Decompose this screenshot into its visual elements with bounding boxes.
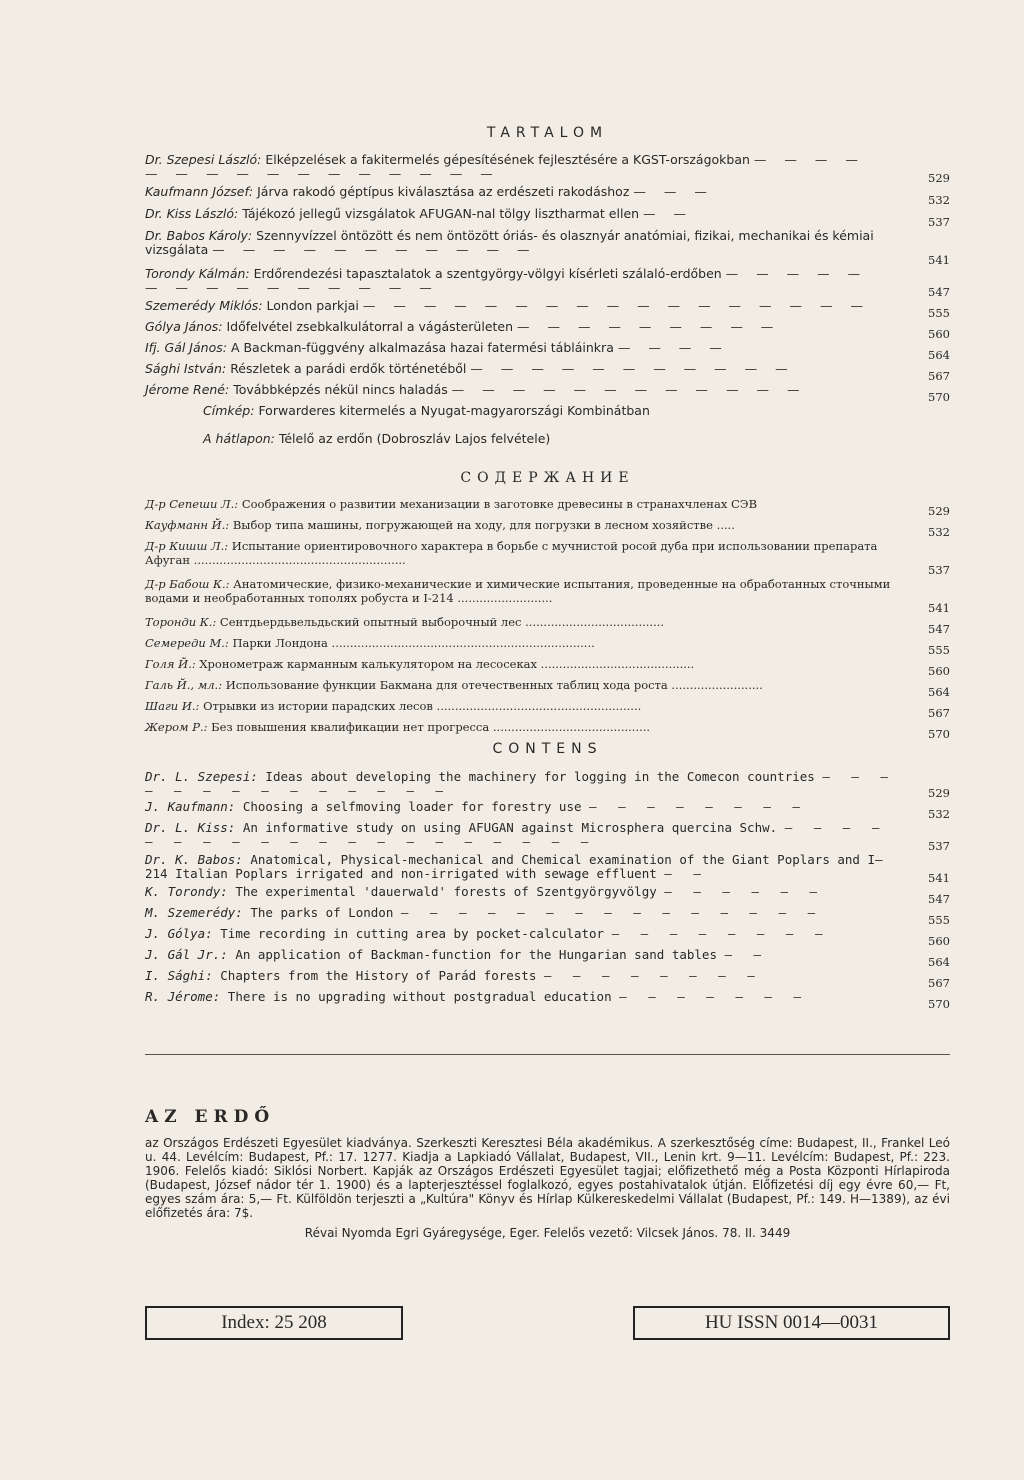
- list-item: Dr. K. Babos: Anatomical, Physical-mechanical and Chemical examination of the Giant Poplars and I—214 Italian Poplars irrigated and non-irrigated with sewage effluent — — 541: [145, 852, 950, 885]
- list-item: Семереди М.: Парки Лондона ........................................................................ 555: [145, 636, 950, 657]
- cover-note: Címkép: Forwarderes kitermelés a Nyugat-magyarországi Kombinátban: [203, 403, 650, 418]
- list-item: I. Sághi: Chapters from the History of Parád forests — — — — — — — — 567: [145, 968, 950, 990]
- list-item: J. Kaufmann: Choosing a selfmoving loader for forestry use — — — — — — — — 532: [145, 799, 950, 821]
- imprint-text: az Országos Erdészeti Egyesület kiadványa. Szerkeszti Keresztesi Béla akadémikus. A szerkesztőség címe: Budapest, II., Frankel Leó u. 44. Levélcím: Budapest, Pf.: 17. 1277. Kiadja a Lapkiadó Vállalat, Budapest, VII., Lenin krt. 9—11. Levélcím: Budapest, Pf.: 223. 1906. Felelős kiadó: Siklósi Norbert. Kapják az Országos Erdészeti Egyesület tagjai; előfizethető még a Posta Központi Hírlapiroda (Budapest, József nádor tér 1. 1900) és a lapterjesztéssel foglalkozó, egyes postahivatalok útján. Előfizetési díj egy évre 60,— Ft, egyes szám ára: 5,— Ft. Külföldön terjeszti a „Kultúra" Könyv és Hírlap Külkereskedelmi Vállalat (Budapest, Pf.: 149. H—1389), az évi előfizetés ára: 7$.: [145, 1136, 950, 1220]
- list-item: Dr. L. Kiss: An informative study on using AFUGAN against Microsphera quercina Schw. — — — — — — — — — — — — — — — — — — — — 537: [145, 820, 950, 853]
- index-box: Index: 25 208: [145, 1306, 403, 1340]
- issn-box: HU ISSN 0014—0031: [633, 1306, 950, 1340]
- list-item: Kaufmann József: Járva rakodó géptípus kiválasztása az erdészeti rakodáshoz — — — 532: [145, 184, 950, 207]
- printer-line: Révai Nyomda Egri Gyáregysége, Eger. Felelős vezető: Vilcsek János. 78. II. 3449: [304, 1226, 791, 1240]
- magazine-title: AZ ERDŐ: [145, 1107, 276, 1127]
- toc-russian: [145, 497, 950, 741]
- list-item: Gólya János: Időfelvétel zsebkalkulátorral a vágásterületen — — — — — — — — — 560: [145, 319, 950, 341]
- list-item: M. Szemerédy: The parks of London — — — — — — — — — — — — — — — 555: [145, 905, 950, 927]
- list-item: Галь Й., мл.: Использование функции Бакмана для отечественных таблиц хода роста ......................... 564: [145, 678, 950, 699]
- list-item: Szemerédy Miklós: London parkjai — — — — — — — — — — — — — — — — — 555: [145, 298, 950, 320]
- list-item: Jérome René: Továbbképzés nékül nincs haladás — — — — — — — — — — — — 570: [145, 382, 950, 404]
- heading-hungarian: TARTALOM: [486, 125, 609, 141]
- list-item: Dr. Kiss László: Tájékozó jellegű vizsgálatok AFUGAN-nal tölgy lisztharmat ellen — — 537: [145, 206, 950, 229]
- divider: [145, 1054, 950, 1055]
- list-item: Dr. L. Szepesi: Ideas about developing the machinery for logging in the Comecon countries — — — — — — — — — — — — — — 529: [145, 769, 950, 800]
- list-item: Dr. Szepesi László: Elképzelések a fakitermelés gépesítésének fejlesztésére a KGST-országokban — — — — — — — — — — — — — — — — 529: [145, 152, 950, 185]
- list-item: Жером Р.: Без повышения квалификации нет прогресса ........................................... 570: [145, 720, 950, 741]
- list-item: K. Torondy: The experimental 'dauerwald' forests of Szentgyörgyvölgy — — — — — — 547: [145, 884, 950, 906]
- heading-russian: СОДЕРЖАНИЕ: [460, 470, 635, 486]
- list-item: Торонди К.: Сентдьердьвельдьский опытный выборочный лес ...................................... 547: [145, 615, 950, 636]
- list-item: Шаги И.: Отрывки из истории парадских лесов ........................................................ 567: [145, 699, 950, 720]
- imprint: [145, 1107, 950, 1240]
- list-item: Д-р Бабош К.: Анатомические, физико-механические и химические испытания, проведенные на обработанных сточными водами и необработанных тополях робуста и I-214 .......................... 541: [145, 577, 950, 615]
- list-item: Голя Й.: Хронометраж карманным калькулятором на лесосеках .......................................... 560: [145, 657, 950, 678]
- back-note: A hátlapon: Télelő az erdőn (Dobroszláv Lajos felvétele): [203, 431, 551, 446]
- list-item: Dr. Babos Károly: Szennyvízzel öntözött és nem öntözött óriás- és olasznyár anatómiai, fizikai, mechanikai és kémiai vizsgálata — — — — — — — — — — — 541: [145, 228, 950, 267]
- list-item: J. Gál Jr.: An application of Backman-function for the Hungarian sand tables — — 564: [145, 947, 950, 969]
- list-item: Ifj. Gál János: A Backman-függvény alkalmazása hazai fatermési tábláinkra — — — — 564: [145, 340, 950, 362]
- list-item: Sághi István: Részletek a parádi erdők történetéből — — — — — — — — — — — 567: [145, 361, 950, 383]
- list-item: Д-р Сепеши Л.: Соображения о развитии механизации в заготовке древесины в странахчленах СЭВ 529: [145, 497, 950, 518]
- toc-hungarian: [145, 153, 950, 404]
- list-item: Torondy Kálmán: Erdőrendezési tapasztalatok a szentgyörgy-völgyi kísérleti szálaló-erdőben — — — — — — — — — — — — — — — 547: [145, 266, 950, 299]
- list-item: J. Gólya: Time recording in cutting area by pocket-calculator — — — — — — — — 560: [145, 926, 950, 948]
- toc-english: [145, 770, 950, 1011]
- heading-english: CONTENS: [492, 741, 603, 757]
- list-item: Д-р Кишш Л.: Испытание ориентировочного характера в борьбе с мучнистой росой дуба при использовании препарата Афуган .......................................................... 537: [145, 539, 950, 577]
- list-item: R. Jérome: There is no upgrading without postgradual education — — — — — — — 570: [145, 989, 950, 1011]
- list-item: Кауфманн Й.: Выбор типа машины, погружающей на ходу, для погрузки в лесном хозяйстве ..... 532: [145, 518, 950, 539]
